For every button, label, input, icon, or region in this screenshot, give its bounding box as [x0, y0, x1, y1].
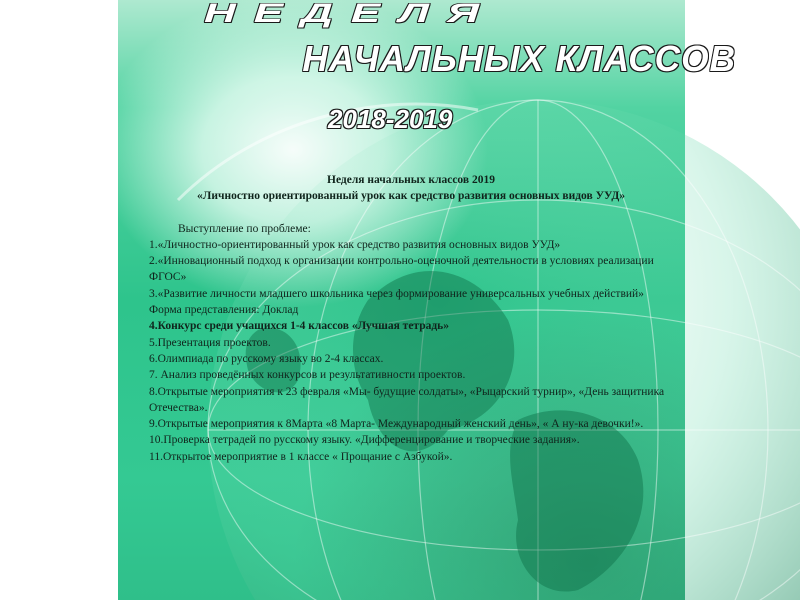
list-item: 11.Открытое мероприятие в 1 классе « Прощание с Азбукой». [149, 450, 453, 463]
list-item: 7. Анализ проведённых конкурсов и результативности проектов. [149, 369, 466, 382]
list-item: 4.Конкурс среди учащихся 1-4 классов «Лучшая тетрадь» [149, 320, 450, 333]
list-item: 9.Открытые мероприятия к 8Марта «8 Марта- Международный женский день», « А ну-ка девочки!». [149, 418, 644, 431]
list-item: 3.«Развитие личности младшего школьника через формирование универсальных учебных действий» [149, 287, 644, 300]
list-item: 6.Олимпиада по русскому языку во 2-4 классах. [149, 352, 384, 365]
slide [118, 0, 737, 600]
list-item: 5.Презентация проектов. [149, 336, 271, 349]
document-heading: Неделя начальных классов 2019 [327, 174, 495, 186]
slide-year: 2018-2019 [328, 104, 453, 134]
list-item: 10.Проверка тетрадей по русскому языку. «Дифференцирование и творческие задания». [149, 434, 580, 447]
slide-title: НЕДЕЛЯ [204, 0, 498, 29]
document-subheading: Выступление по проблеме: [178, 222, 311, 235]
list-item: Форма представления: Доклад [149, 304, 299, 317]
document-text [149, 172, 673, 465]
document-theme: «Личностно ориентированный урок как средство развития основных видов УУД» [197, 190, 625, 203]
list-item: 2.«Инновационный подход к организации контрольно-оценочной деятельности в условиях реализации ФГОС» [149, 255, 654, 284]
slide-subtitle: НАЧАЛЬНЫХ КЛАССОВ [302, 38, 737, 79]
list-item: 8.Открытые мероприятия к 23 февраля «Мы- будущие солдаты», «Рыцарский турнир», «День защитника Отечества». [149, 385, 665, 414]
list-item: 1.«Личностно-ориентированный урок как средство развития основных видов УУД» [149, 238, 561, 251]
